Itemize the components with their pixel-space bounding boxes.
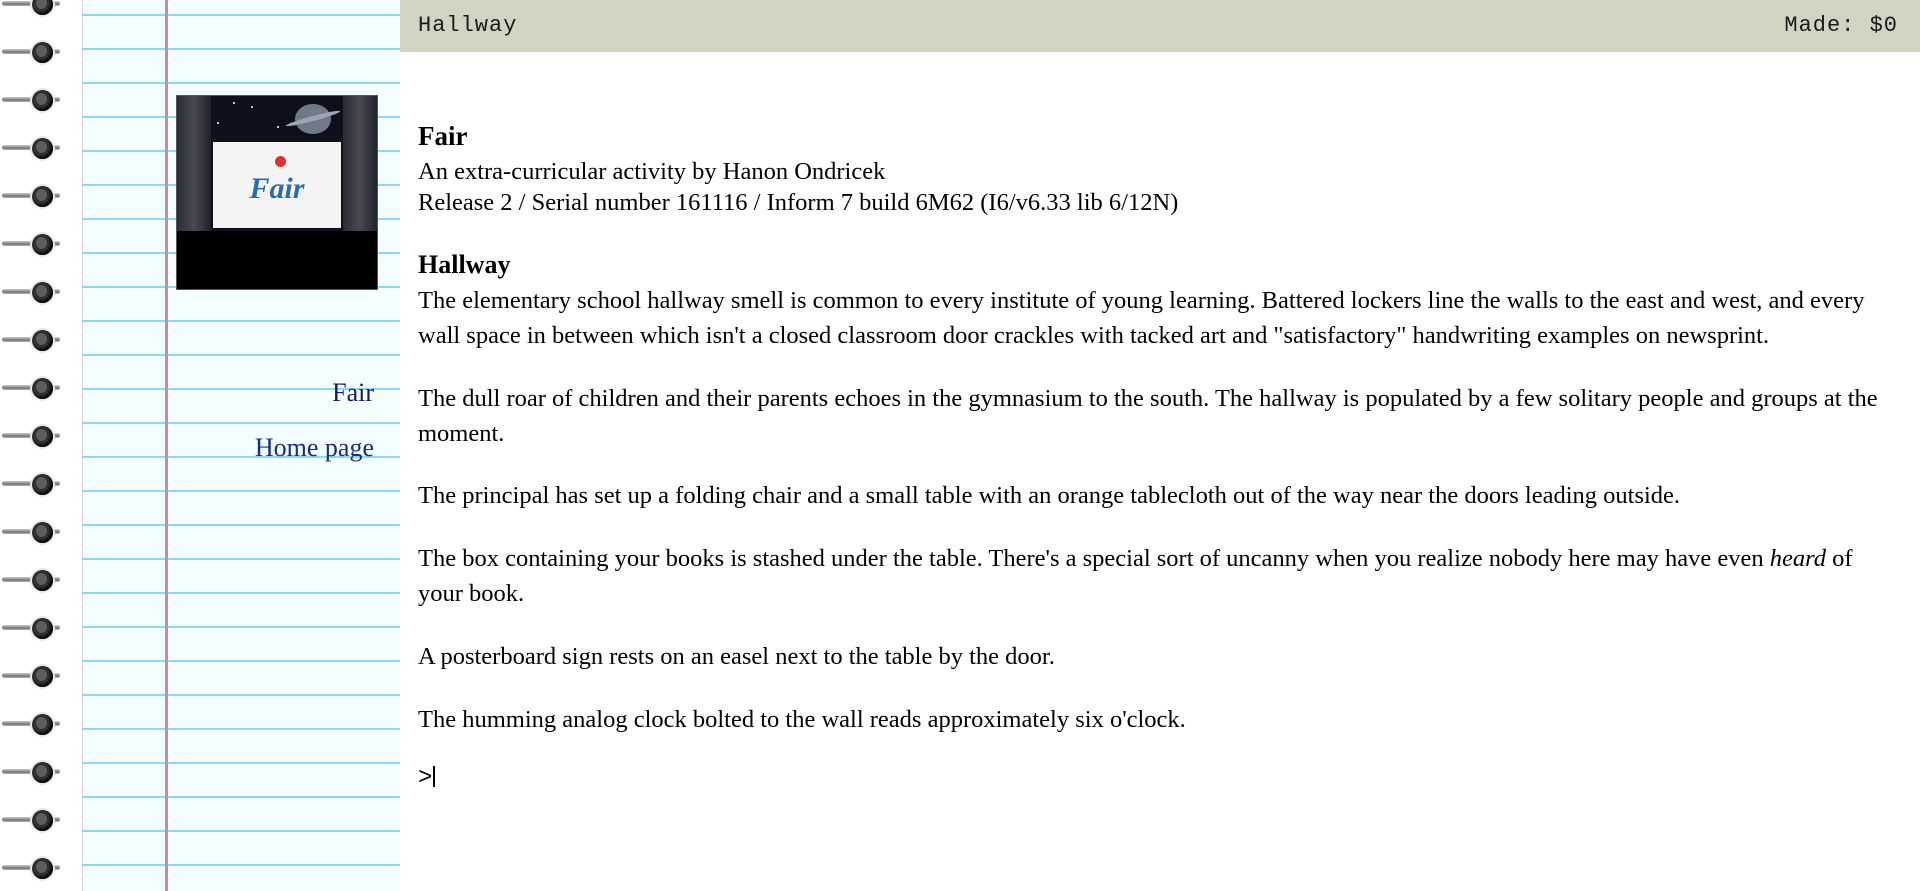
spiral-ring [2, 330, 64, 350]
game-title: Fair [418, 121, 468, 151]
principal-table-paragraph: The principal has set up a folding chair and a small table with an orange tablecloth out of the way near the doors leading outside. [418, 482, 1681, 510]
cover-title-text: Fair [249, 172, 305, 205]
posterboard-paragraph: A posterboard sign rests on an easel next to the table by the door. [418, 642, 1055, 670]
spiral-ring [2, 474, 64, 494]
game-release-info: Release 2 / Serial number 161116 / Inform 7 build 6M62 (I6/v6.33 lib 6/12N) [418, 189, 1179, 217]
spiral-ring [2, 90, 64, 110]
spiral-ring [2, 762, 64, 782]
spiral-ring [2, 138, 64, 158]
book-box-text-before: The box containing your books is stashed under the table. There's a special sort of uncanny when you realize nobody here may have even [418, 545, 1770, 573]
command-prompt-line[interactable] [418, 765, 1902, 792]
text-caret [433, 766, 435, 787]
room-description-paragraph: The elementary school hallway smell is common to every institute of young learning. Battered lockers line the walls to the east and west, and every wall space in between which isn't a closed classroom door crackles with tacked art and "satisfactory" handwriting examples on newsprint. [418, 287, 1865, 350]
book-box-text-after: of your book. [418, 545, 1853, 607]
red-balloon-icon [275, 156, 286, 167]
status-bar [400, 0, 1920, 52]
sidebar-link-fair[interactable]: Fair [332, 378, 374, 407]
clock-paragraph: The humming analog clock bolted to the wall reads approximately six o'clock. [418, 705, 1186, 733]
cover-art-image [176, 95, 378, 290]
spiral-ring [2, 570, 64, 590]
book-box-emphasis: heard [1769, 545, 1826, 573]
notebook-sidebar [0, 0, 400, 891]
status-score: Made: $0 [1784, 13, 1898, 38]
sidebar-content [82, 0, 400, 891]
book-box-paragraph [418, 542, 1888, 612]
spiral-ring [2, 666, 64, 686]
spiral-ring [2, 282, 64, 302]
spiral-ring [2, 858, 64, 878]
spiral-ring [2, 234, 64, 254]
crowd-silhouette [177, 231, 377, 289]
story-transcript[interactable] [400, 52, 1920, 891]
spiral-ring [2, 186, 64, 206]
status-location: Hallway [418, 13, 518, 38]
crowd-paragraph: The dull roar of children and their parents echoes in the gymnasium to the south. The hallway is populated by a few solitary people and groups at the moment. [418, 384, 1878, 447]
projection-screen [213, 142, 341, 228]
spiral-ring [2, 378, 64, 398]
planet-icon [295, 104, 331, 134]
spiral-ring [2, 42, 64, 62]
sidebar-link-home-page[interactable]: Home page [254, 433, 374, 462]
prompt-symbol: > [418, 765, 433, 793]
spiral-ring [2, 426, 64, 446]
room-title: Hallway [418, 250, 511, 280]
spiral-ring [2, 522, 64, 542]
game-byline: An extra-curricular activity by Hanon Ondricek [418, 157, 886, 185]
spiral-ring [2, 618, 64, 638]
spiral-ring [2, 714, 64, 734]
game-banner [418, 120, 1902, 218]
spiral-ring [2, 810, 64, 830]
spiral-ring [2, 0, 64, 14]
